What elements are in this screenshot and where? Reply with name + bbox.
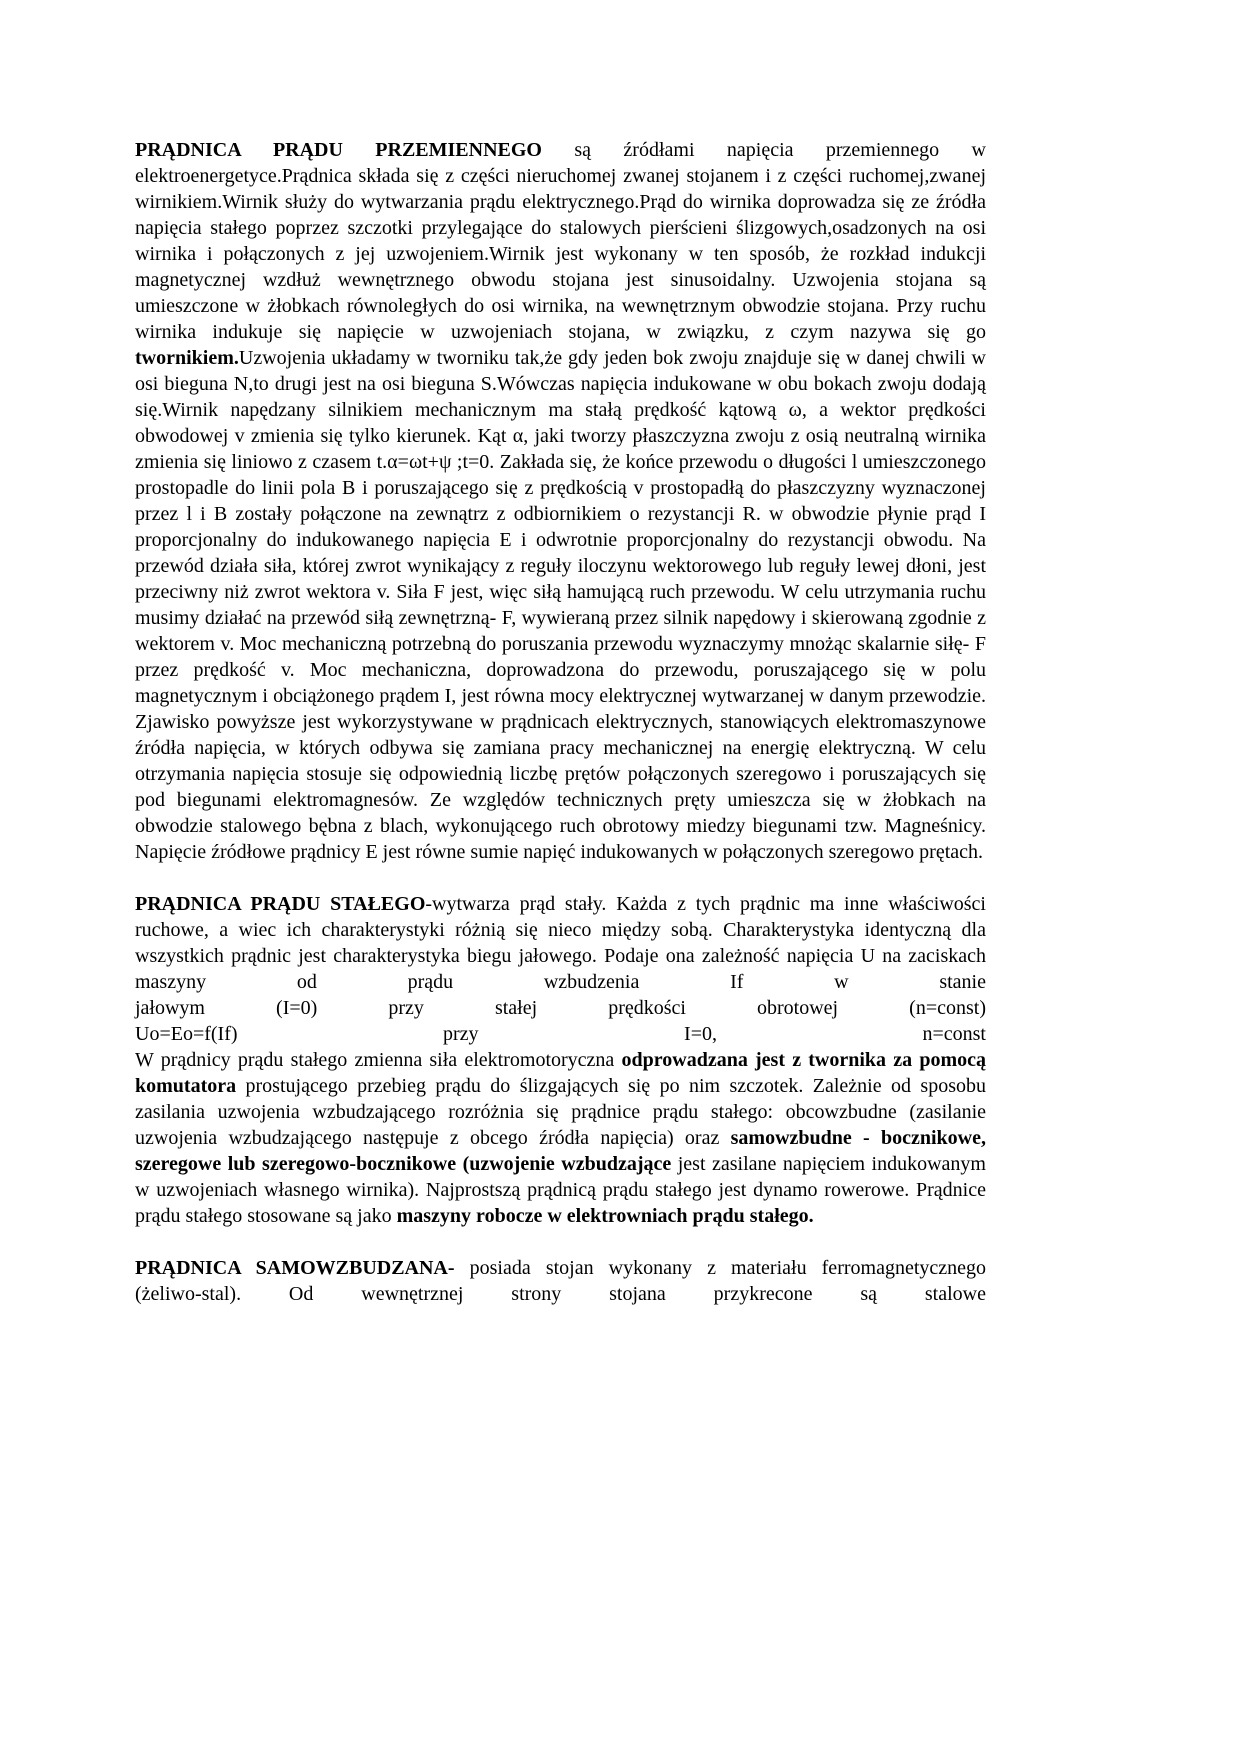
heading-pradnica-pradu-przemiennego: PRĄDNICA PRĄDU PRZEMIENNEGO — [135, 139, 542, 161]
paragraph-pradnica-pradu-stalego — [135, 891, 986, 1229]
heading-pradnica-pradu-stalego: PRĄDNICA PRĄDU STAŁEGO — [135, 893, 426, 915]
self-excited-generator-intro — [135, 1255, 986, 1307]
bold-phrase-maszyny-robocze: maszyny robocze w elektrowniach prądu stałego. — [396, 1205, 814, 1227]
dc-generator-intro — [135, 891, 986, 995]
heading-pradnica-samowzbudzana: PRĄDNICA SAMOWZBUDZANA- — [135, 1257, 455, 1279]
bold-phrase-komutator: odprowadzana jest z twornika za pomocą komutatora — [135, 1049, 986, 1097]
text-run: jest zasilane napięciem indukowanym w uzwojeniach własnego wirnika). Najprostszą prądnicą prądu stałego jest dynamo rowerowe. Prądnice prądu stałego stosowane są jako — [135, 1153, 986, 1227]
text-run: Uzwojenia układamy w tworniku tak,że gdy jeden bok zwoju znajduje się w danej chwili w osi bieguna N,to drugi jest na osi bieguna S.Wówczas napięcia indukowane w obu bokach zwoju dodają się.Wirnik napędzany silnikiem mechanicznym ma stałą prędkość kątową ω, a wektor prędkości obwodowej v zmienia się tylko kierunek. Kąt α, jaki tworzy płaszczyzna zwoju z osią neutralną wirnika zmienia się liniowo z czasem t.α=ωt+ψ ;t=0. Zakłada się, że końce przewodu o długości l umieszczonego prostopadle do linii pola B i poruszającego się z prędkością v prostopadłą do płaszczyzny wyznaczonej przez l i B zostały połączone na zewnątrz z odbiornikiem o rezystancji R. w obwodzie płynie prąd I proporcjonalny do indukowanego napięcia E i odwrotnie proporcjonalny do rezystancji obwodu. Na przewód działa siła, której zwrot wynikający z reguły iloczynu wektorowego lub reguły lewej dłoni, jest przeciwny niż zwrot wektora v. Siła F jest, więc siłą hamującą ruch przewodu. W celu utrzymania ruchu musimy działać na przewód siłą zewnętrzną- F, wywieraną przez silnik napędowy i skierowaną zgodnie z wektorem v. Moc mechaniczną potrzebną do poruszania przewodu wyznaczymy mnożąc skalarnie siłę- F przez prędkość v. Moc mechaniczna, doprowadzona do przewodu, poruszającego się w polu magnetycznym i obciążonego prądem I, jest równa mocy elektrycznej wytwarzanej w danym przewodzie. Zjawisko powyższe jest wykorzystywane w prądnicach elektrycznych, stanowiących elektromaszynowe źródła napięcia, w których odbywa się zamiana pracy mechanicznej na energię elektryczną. W celu otrzymania napięcia stosuje się odpowiednią liczbę prętów połączonych szeregowo i poruszających się pod biegunami elektromagnesów. Ze względów technicznych pręty umieszcza się w żłobkach na obwodzie stalowego bębna z blach, wykonującego ruch obrotowy miedzy biegunami tzw. Magneśnicy. Napięcie źródłowe prądnicy E jest równe sumie napięć indukowanych w połączonych szeregowo prętach. — [135, 347, 986, 863]
dc-generator-body — [135, 1047, 986, 1229]
idle-condition-line: jałowym (I=0) przy stałej prędkości obrotowej (n=const) — [135, 997, 986, 1019]
paragraph-pradnica-samowzbudzana — [135, 1255, 986, 1307]
text-run: są źródłami napięcia przemiennego w elektroenergetyce.Prądnica składa się z części nieruchomej zwanej stojanem i z części ruchomej,zwanej wirnikiem.Wirnik służy do wytwarzania prądu elektrycznego.Prąd do wirnika doprowadza się ze źródła napięcia stałego poprzez szczotki przylegające do stalowych pierścieni ślizgowych,osadzonych na osi wirnika i połączonych z jej uzwojeniem.Wirnik jest wykonany w ten sposób, że rozkład indukcji magnetycznej wzdłuż wewnętrznego obwodu stojana jest sinusoidalny. Uzwojenia stojana są umieszczone w żłobkach równoległych do osi wirnika, na wewnętrznym obwodzie stojana. Przy ruchu wirnika indukuje się napięcie w uzwojeniach stojana, w związku, z czym nazywa się go — [135, 139, 986, 343]
bold-phrase-samowzbudne: samowzbudne - bocznikowe, szeregowe lub szeregowo-bocznikowe (uzwojenie wzbudzające — [135, 1127, 987, 1175]
text-run: -wytwarza prąd stały. Każda z tych prądnic ma inne właściwości ruchowe, a wiec ich charakterystyki różnią się nieco między sobą. Charakterystyka identyczną dla wszystkich prądnic jest charakterystyka biegu jałowego. Podaje ona zależność napięcia U na zaciskach maszyny od prądu wzbudzenia If w stanie — [135, 893, 986, 993]
text-run: prostującego przebieg prądu do ślizgających się po nim szczotek. Zależnie od sposobu zasilania uzwojenia wzbudzającego rozróżnia się prądnice prądu stałego: obcowzbudne (zasilanie uzwojenia wzbudzającego następuje z obcego źródła napięcia) oraz — [135, 1075, 986, 1149]
text-run: W prądnicy prądu stałego zmienna siła elektromotoryczna — [135, 1049, 622, 1071]
formula-line: Uo=Eo=f(If) przy I=0, n=const — [135, 1023, 986, 1045]
document-page — [135, 137, 986, 1307]
text-run: posiada stojan wykonany z materiału ferromagnetycznego (żeliwo-stal). Od wewnętrznej strony stojana przykrecone są stalowe — [135, 1257, 987, 1305]
bold-term-twornikiem: twornikiem. — [135, 347, 239, 369]
paragraph-pradnica-pradu-przemiennego — [135, 137, 986, 865]
